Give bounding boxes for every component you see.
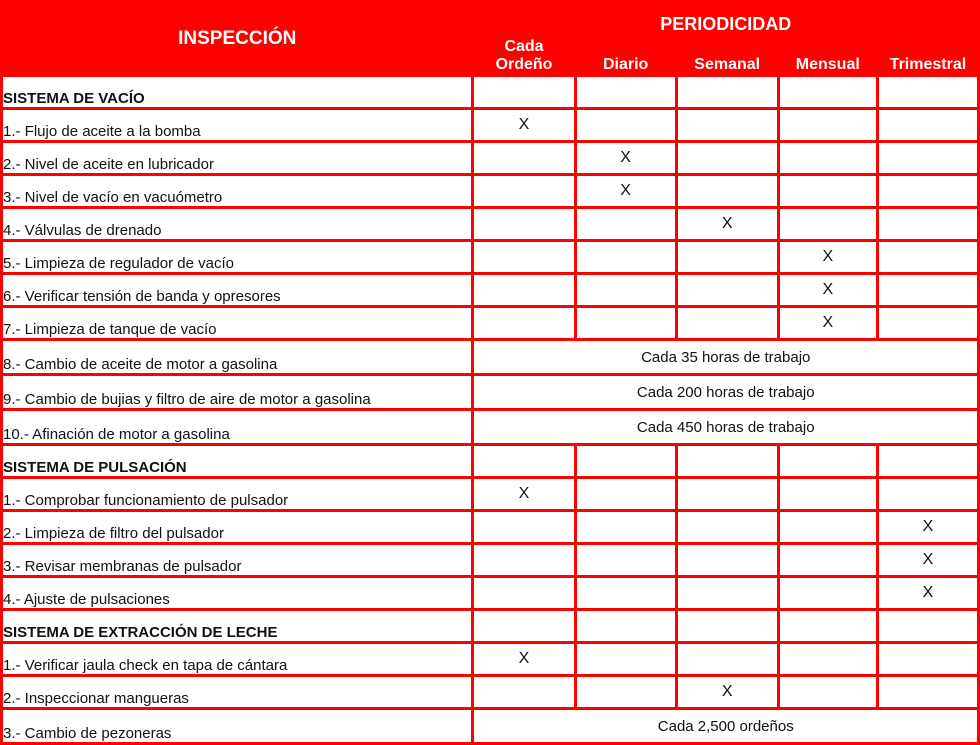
frequency-mark xyxy=(678,545,777,575)
table-row xyxy=(3,376,977,408)
frequency-mark: X xyxy=(577,176,675,206)
table-row xyxy=(3,308,977,338)
frequency-mark: X xyxy=(577,143,675,173)
section-title: SISTEMA DE VACÍO xyxy=(3,77,471,107)
frequency-mark xyxy=(474,578,573,608)
frequency-mark: X xyxy=(678,677,777,707)
frequency-mark xyxy=(780,512,876,542)
frequency-mark xyxy=(879,209,977,239)
empty-cell xyxy=(879,77,977,107)
frequency-mark xyxy=(780,677,876,707)
frequency-mark: X xyxy=(780,275,876,305)
task-label: 1.- Flujo de aceite a la bomba xyxy=(3,110,471,140)
frequency-mark xyxy=(780,143,876,173)
task-label: 6.- Verificar tensión de banda y opresores xyxy=(3,275,471,305)
task-label: 2.- Limpieza de filtro del pulsador xyxy=(3,512,471,542)
task-label: 1.- Verificar jaula check en tapa de cántara xyxy=(3,644,471,674)
empty-cell xyxy=(474,446,573,476)
frequency-mark xyxy=(577,578,675,608)
table-row xyxy=(3,710,977,742)
task-label: 10.- Afinación de motor a gasolina xyxy=(3,411,471,443)
empty-cell xyxy=(780,77,876,107)
frequency-mark xyxy=(879,143,977,173)
table-body xyxy=(3,77,977,742)
task-label: 5.- Limpieza de regulador de vacío xyxy=(3,242,471,272)
frequency-mark xyxy=(879,308,977,338)
frequency-mark xyxy=(577,242,675,272)
empty-cell xyxy=(879,611,977,641)
frequency-mark: X xyxy=(780,308,876,338)
header-col-mensual: Mensual xyxy=(795,56,860,73)
task-label: 9.- Cambio de bujias y filtro de aire de motor a gasolina xyxy=(3,376,471,408)
task-label: 7.- Limpieza de tanque de vacío xyxy=(3,308,471,338)
frequency-mark xyxy=(780,209,876,239)
frequency-mark xyxy=(577,545,675,575)
frequency-mark xyxy=(474,242,573,272)
frequency-mark xyxy=(678,644,777,674)
frequency-mark: X xyxy=(879,512,977,542)
frequency-mark xyxy=(474,143,573,173)
table-row xyxy=(3,110,977,140)
frequency-mark xyxy=(577,677,675,707)
frequency-mark xyxy=(474,275,573,305)
table-row xyxy=(3,644,977,674)
header-periodicity: PERIODICIDAD xyxy=(660,14,792,34)
frequency-mark xyxy=(780,545,876,575)
task-label: 8.- Cambio de aceite de motor a gasolina xyxy=(3,341,471,373)
empty-cell xyxy=(780,611,876,641)
table-row xyxy=(3,677,977,707)
empty-cell xyxy=(678,77,777,107)
task-label: 3.- Cambio de pezoneras xyxy=(3,710,471,742)
table-row xyxy=(3,209,977,239)
empty-cell xyxy=(780,446,876,476)
frequency-mark xyxy=(780,176,876,206)
section-row xyxy=(3,611,977,641)
empty-cell xyxy=(474,611,573,641)
frequency-mark xyxy=(879,110,977,140)
frequency-mark xyxy=(474,176,573,206)
section-row xyxy=(3,446,977,476)
table-row xyxy=(3,242,977,272)
frequency-mark: X xyxy=(474,644,573,674)
frequency-mark xyxy=(474,209,573,239)
table-row xyxy=(3,341,977,373)
frequency-mark: X xyxy=(780,242,876,272)
frequency-mark xyxy=(879,644,977,674)
frequency-mark xyxy=(879,677,977,707)
header-col-semanal: Semanal xyxy=(694,56,761,73)
frequency-mark xyxy=(678,143,777,173)
section-row xyxy=(3,77,977,107)
table-row xyxy=(3,176,977,206)
frequency-mark xyxy=(577,512,675,542)
interval-note: Cada 200 horas de trabajo xyxy=(474,376,977,408)
section-title: SISTEMA DE PULSACIÓN xyxy=(3,446,471,476)
task-label: 1.- Comprobar funcionamiento de pulsador xyxy=(3,479,471,509)
table-row xyxy=(3,479,977,509)
frequency-mark: X xyxy=(474,110,573,140)
frequency-mark xyxy=(678,479,777,509)
task-label: 3.- Revisar membranas de pulsador xyxy=(3,545,471,575)
empty-cell xyxy=(577,611,675,641)
frequency-mark xyxy=(879,176,977,206)
frequency-mark xyxy=(678,578,777,608)
empty-cell xyxy=(577,77,675,107)
interval-note: Cada 2,500 ordeños xyxy=(474,710,977,742)
task-label: 2.- Nivel de aceite en lubricador xyxy=(3,143,471,173)
frequency-mark xyxy=(474,512,573,542)
interval-note: Cada 450 horas de trabajo xyxy=(474,411,977,443)
frequency-mark: X xyxy=(474,479,573,509)
frequency-mark: X xyxy=(678,209,777,239)
table-row xyxy=(3,143,977,173)
frequency-mark xyxy=(879,242,977,272)
frequency-mark xyxy=(879,479,977,509)
frequency-mark xyxy=(577,479,675,509)
frequency-mark xyxy=(678,176,777,206)
empty-cell xyxy=(678,611,777,641)
frequency-mark xyxy=(678,512,777,542)
frequency-mark xyxy=(780,578,876,608)
frequency-mark xyxy=(678,275,777,305)
task-label: 3.- Nivel de vacío en vacuómetro xyxy=(3,176,471,206)
table-row xyxy=(3,545,977,575)
header-inspection: INSPECCIÓN xyxy=(178,27,297,49)
frequency-mark xyxy=(474,677,573,707)
frequency-mark xyxy=(577,110,675,140)
table-row xyxy=(3,512,977,542)
frequency-mark xyxy=(577,275,675,305)
frequency-mark xyxy=(577,644,675,674)
frequency-mark xyxy=(577,308,675,338)
frequency-mark xyxy=(780,110,876,140)
frequency-mark: X xyxy=(879,578,977,608)
header-col-diario: Diario xyxy=(602,56,649,73)
task-label: 2.- Inspeccionar mangueras xyxy=(3,677,471,707)
section-title: SISTEMA DE EXTRACCIÓN DE LECHE xyxy=(3,611,471,641)
frequency-mark xyxy=(678,308,777,338)
frequency-mark xyxy=(678,242,777,272)
table-row xyxy=(3,578,977,608)
table-row xyxy=(3,411,977,443)
empty-cell xyxy=(474,77,573,107)
frequency-mark xyxy=(577,209,675,239)
interval-note: Cada 35 horas de trabajo xyxy=(474,341,977,373)
frequency-mark: X xyxy=(879,545,977,575)
frequency-mark xyxy=(879,275,977,305)
task-label: 4.- Ajuste de pulsaciones xyxy=(3,578,471,608)
frequency-mark xyxy=(780,644,876,674)
table-row xyxy=(3,275,977,305)
frequency-mark xyxy=(474,545,573,575)
empty-cell xyxy=(879,446,977,476)
empty-cell xyxy=(678,446,777,476)
header-col-trimestral: Trimestral xyxy=(889,56,967,73)
task-label: 4.- Válvulas de drenado xyxy=(3,209,471,239)
frequency-mark xyxy=(474,308,573,338)
frequency-mark xyxy=(780,479,876,509)
frequency-mark xyxy=(678,110,777,140)
empty-cell xyxy=(577,446,675,476)
header-col-cada-ordeno: Cada Ordeño xyxy=(495,38,553,73)
